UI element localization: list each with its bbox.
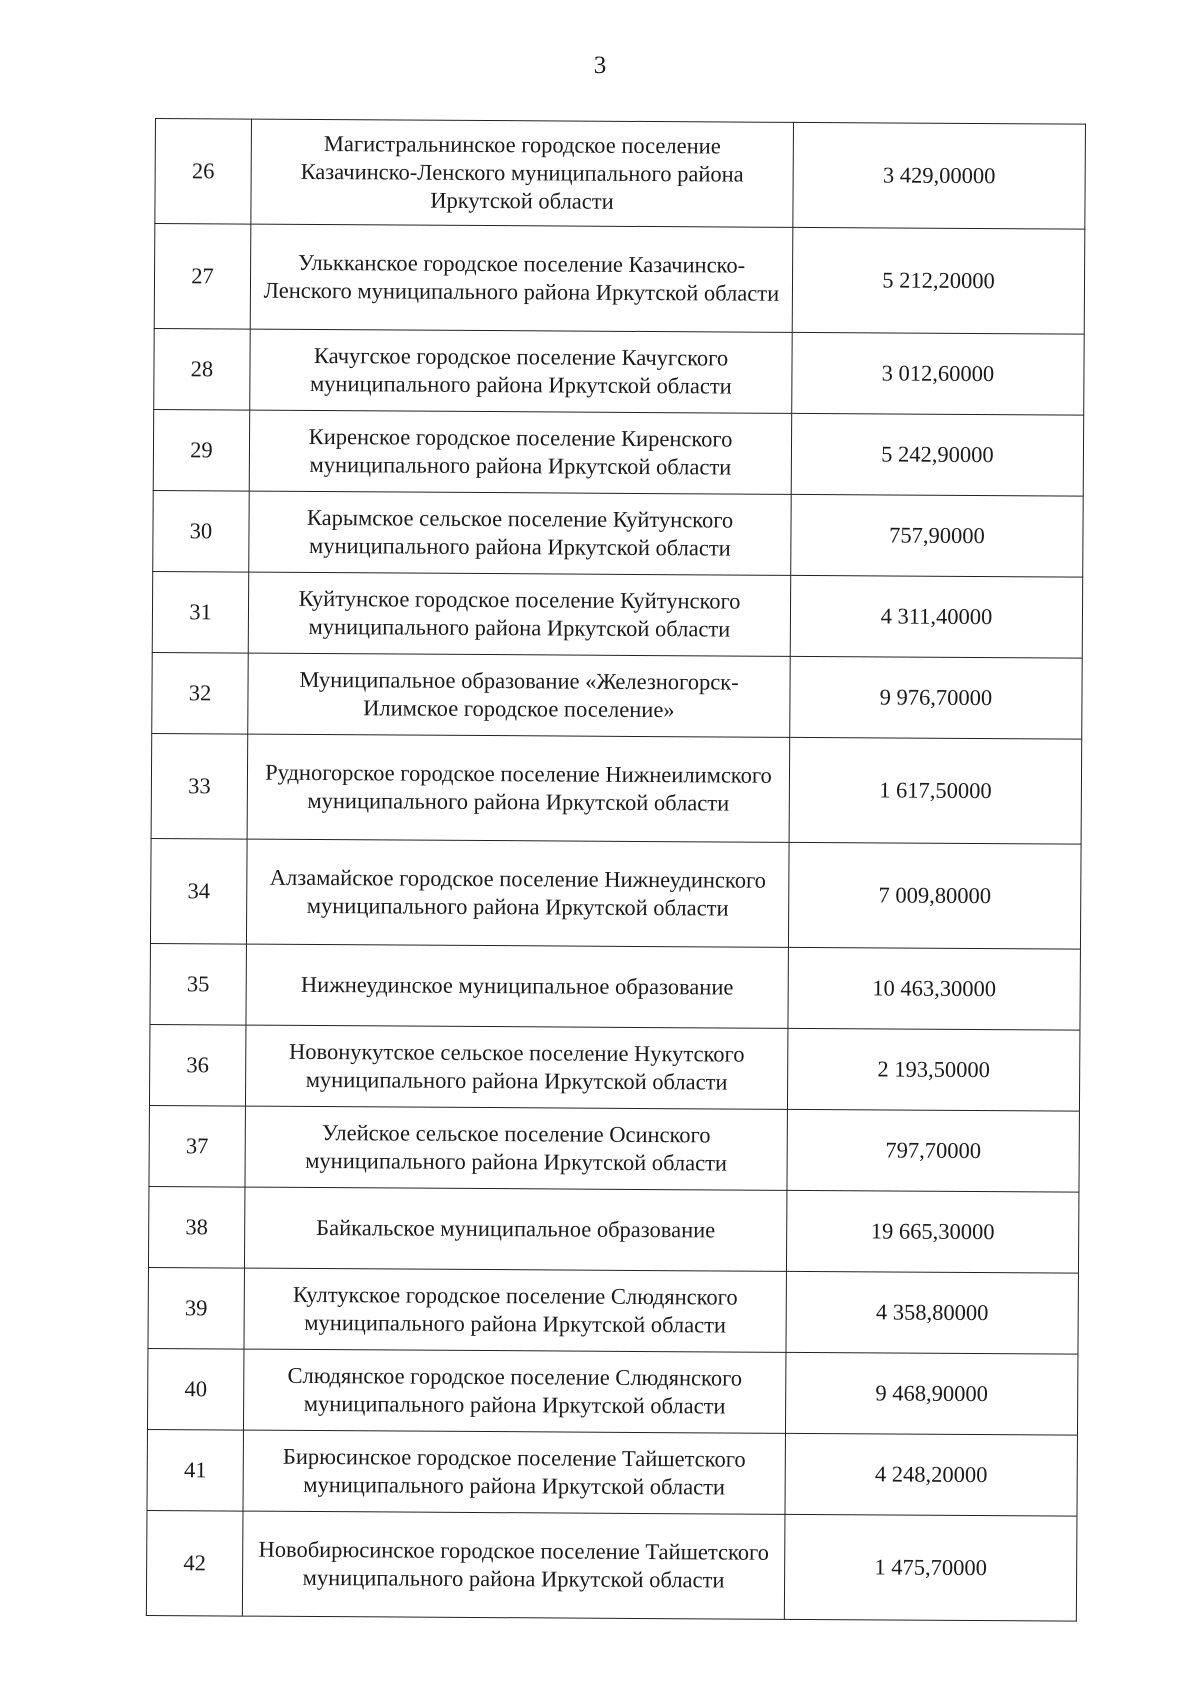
settlement-name-cell: Качугское городское поселение Качугского муниципального района Иркутской области [250,329,792,413]
row-number-cell: 32 [152,652,248,734]
amount-cell: 3 429,00000 [793,122,1086,229]
table-row [152,652,1082,739]
table-row [146,1510,1077,1621]
settlement-name-cell: Нижнеудинское муниципальное образование [246,944,788,1028]
amount-cell: 1 617,50000 [789,737,1082,844]
row-number-cell: 37 [149,1105,245,1187]
row-number-cell: 40 [147,1348,243,1430]
amount-cell: 19 665,30000 [786,1190,1078,1273]
amount-cell: 10 463,30000 [788,947,1080,1030]
amount-cell: 4 248,20000 [785,1433,1077,1516]
row-number-cell: 41 [147,1429,243,1511]
amount-cell: 9 976,70000 [790,656,1082,739]
table-row [150,838,1081,949]
row-number-cell: 31 [152,571,248,653]
row-number-cell: 36 [149,1024,245,1106]
settlement-name-cell: Новобирюсинское городское поселение Тайшетского муниципального района Иркутской области [242,1511,785,1619]
settlement-name-cell: Киренское городское поселение Киренского муниципального района Иркутской области [249,410,791,494]
row-number-cell: 42 [146,1510,243,1616]
settlement-name-cell: Култукское городское поселение Слюдянского муниципального района Иркутской области [244,1268,786,1352]
row-number-cell: 34 [150,838,247,944]
table-row [149,1105,1079,1192]
page-number: 3 [593,52,607,79]
row-number-cell: 30 [153,490,249,572]
row-number-cell: 39 [148,1267,244,1349]
row-number-cell: 28 [154,328,250,410]
row-number-cell: 38 [148,1186,244,1268]
table-row [148,1186,1078,1273]
settlement-name-cell: Куйтунское городское поселение Куйтунского муниципального района Иркутской области [248,572,790,656]
row-number-cell: 33 [151,733,248,839]
amount-cell: 7 009,80000 [788,842,1081,949]
settlement-name-cell: Алзамайское городское поселение Нижнеудинского муниципального района Иркутской области [246,839,789,947]
amount-cell: 3 012,60000 [792,332,1084,415]
amount-cell: 2 193,50000 [787,1028,1079,1111]
table-row [154,328,1084,415]
table-row [150,943,1080,1030]
settlement-name-cell: Улькканское городское поселение Казачинско-Ленского муниципального района Иркутской области [250,224,793,332]
table-row [151,733,1082,844]
settlement-name-cell: Карымское сельское поселение Куйтунского муниципального района Иркутской области [249,491,791,575]
amount-cell: 1 475,70000 [784,1514,1077,1621]
table-row [153,409,1083,496]
amount-cell: 797,70000 [787,1109,1079,1192]
amount-cell: 5 212,20000 [792,227,1085,334]
table-row [155,119,1086,230]
amount-cell: 4 358,80000 [786,1271,1078,1354]
amount-cell: 4 311,40000 [790,575,1082,658]
table-row [147,1429,1077,1516]
table-row [154,224,1085,335]
table-row [148,1267,1078,1354]
amount-cell: 5 242,90000 [791,413,1083,496]
settlement-name-cell: Бирюсинское городское поселение Тайшетского муниципального района Иркутской области [243,1430,785,1514]
settlement-name-cell: Рудногорское городское поселение Нижнеилимского муниципального района Иркутской области [247,734,790,842]
settlement-name-cell: Байкальское муниципальное образование [244,1187,786,1271]
settlement-name-cell: Улейское сельское поселение Осинского муниципального района Иркутской области [245,1106,787,1190]
table-row [153,490,1083,577]
settlement-name-cell: Магистральнинское городское поселение Казачинско-Ленского муниципального района Иркутской области [251,119,794,227]
table-row [149,1024,1079,1111]
amount-cell: 9 468,90000 [785,1352,1077,1435]
settlement-name-cell: Слюдянское городское поселение Слюдянского муниципального района Иркутской области [243,1349,785,1433]
row-number-cell: 26 [155,119,252,225]
table-row [147,1348,1077,1435]
row-number-cell: 29 [153,409,249,491]
row-number-cell: 35 [150,943,246,1025]
table-row [152,571,1082,658]
table-body [146,119,1085,1622]
amount-cell: 757,90000 [791,494,1083,577]
settlement-name-cell: Новонукутское сельское поселение Нукутского муниципального района Иркутской области [245,1025,787,1109]
settlement-name-cell: Муниципальное образование «Железногорск-Илимское городское поселение» [248,653,790,737]
row-number-cell: 27 [154,224,251,330]
allocation-table [146,118,1086,1622]
